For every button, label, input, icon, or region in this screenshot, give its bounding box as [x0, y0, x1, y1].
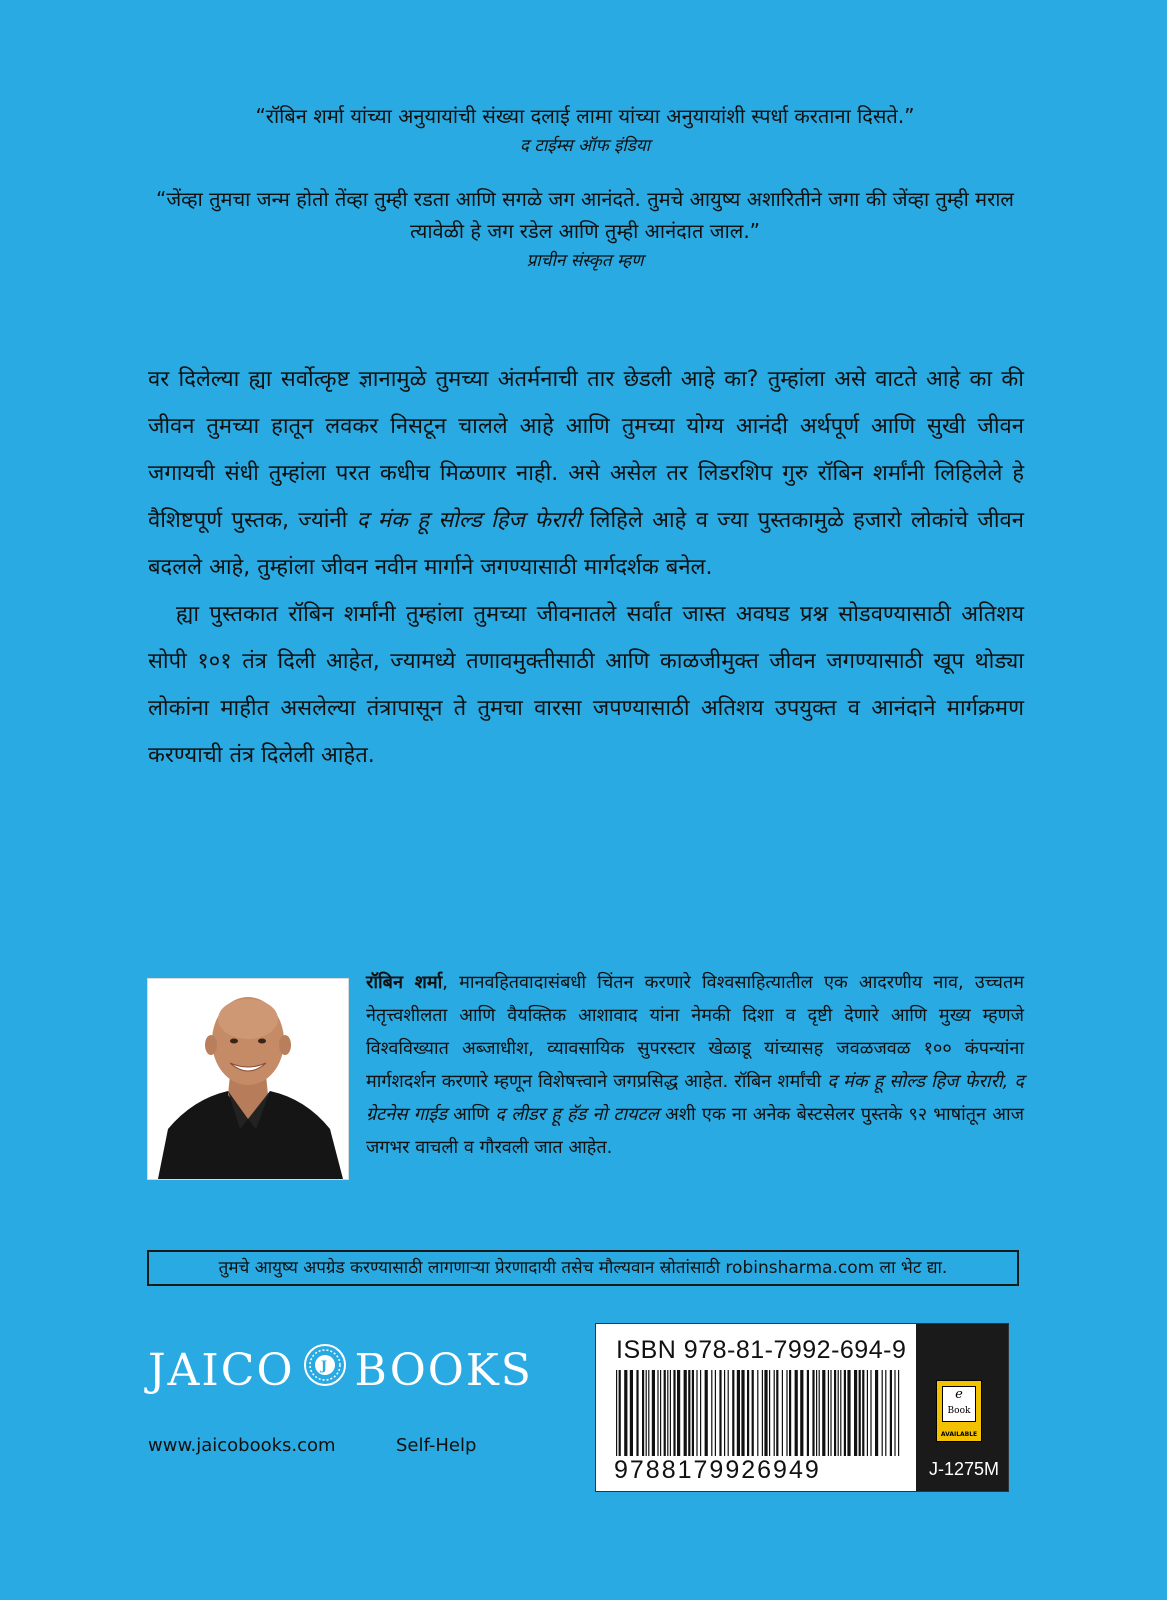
barcode-bar — [764, 1370, 767, 1456]
barcode-bar — [838, 1370, 839, 1456]
barcode-bar — [870, 1370, 871, 1456]
book-title: द मंक हू सोल्ड हिज फेरारी — [356, 508, 581, 533]
barcode-bar — [624, 1370, 627, 1456]
barcode-bar — [715, 1370, 716, 1456]
barcode-bar — [667, 1370, 668, 1456]
barcode-bar — [859, 1370, 861, 1456]
barcode-bar — [862, 1370, 864, 1456]
barcode-bar — [642, 1370, 644, 1456]
description-paragraph-2: ह्या पुस्तकात रॉबिन शर्मांनी तुम्हांला तुमच्या जीवनातले सर्वांत जास्त अवघड प्रश्न सोडवण्यासाठी अतिशय सोपी १०१ तंत्र दिली आहेत, ज्यामध्ये तणावमुक्तीसाठी आणि काळजीमुक्त जीवन जगण्यासाठी खूप थोड्या लोकांना माहीत असलेल्या तंत्रापासून ते तुमचा वारसा जपण्यासाठी अतिशय उपयुक्त व आनंदाने मार्गक्रमण करण्याची तंत्र दिलेली आहेत. — [148, 602, 1024, 768]
barcode-bar — [728, 1370, 729, 1456]
quote-1 — [140, 100, 1030, 160]
ebook-available-text: AVAILABLE — [940, 1431, 978, 1438]
publisher-name-right: BOOKS — [354, 1344, 533, 1396]
description-text: लिहिले आहे व ज्या पुस्तकामुळे हजारो लोकांचे जीवन बदलले आहे, तुम्हांला जीवन नवीन मार्गाने जगण्यासाठी मार्गदर्शक बनेल. — [148, 508, 1024, 580]
barcode-bar — [894, 1370, 895, 1456]
barcode-bar — [719, 1370, 721, 1456]
barcode-bar — [786, 1370, 787, 1456]
barcode-bar — [696, 1370, 697, 1456]
quote-attribution: प्राचीन संस्कृत म्हण — [526, 251, 644, 271]
publisher-logo — [148, 1340, 568, 1400]
barcode-bar — [747, 1370, 749, 1456]
barcode-bar — [700, 1370, 701, 1456]
barcode-bar — [688, 1370, 690, 1456]
barcode-bar — [670, 1370, 671, 1456]
book-title: द मंक हू सोल्ड हिज फेरारी, द ग्रेटनेस गाईड — [366, 1071, 1024, 1125]
isbn-block — [595, 1323, 1009, 1492]
ebook-letter: e — [955, 1387, 963, 1402]
barcode-digits: 9788179926949 — [614, 1456, 821, 1484]
barcode-bar — [854, 1370, 857, 1456]
bio-text: अशी एक ना अनेक बेस्टसेलर पुस्तके ९२ भाषांतून आज जगभर वाचली व गौरवली जात आहेत. — [366, 1104, 1024, 1158]
publisher-name-left: JAICO — [148, 1344, 295, 1396]
description-text: वर दिलेल्या ह्या सर्वोत्कृष्ट ज्ञानामुळे तुमच्या अंतर्मनाची तार छेडली आहे का? तुम्हांला असे वाटते आहे का की जीवन तुमच्या हातून लवकर निसटून चालले आहे आणि तुमच्या योग्य आनंदी अर्थपूर्ण आणि सुखी जीवन जगायची संधी तुम्हांला परत कधीच मिळणार नाही. असे असेल तर लिडरशिप गुरु रॉबिन शर्मांनी लिहिलेले हे वैशिष्टपूर्ण पुस्तक, ज्यांनी — [148, 367, 1024, 533]
ebook-word: Book — [947, 1406, 971, 1416]
catalog-code: J-1275M — [928, 1459, 1000, 1479]
author-name: रॉबिन शर्मा — [366, 972, 443, 993]
barcode-bar — [705, 1370, 708, 1456]
barcode-bar — [737, 1370, 740, 1456]
bio-text: आणि — [446, 1104, 496, 1125]
publisher-seal-icon — [303, 1343, 347, 1398]
ebook-available-icon — [936, 1380, 982, 1442]
barcode-bar — [657, 1370, 658, 1456]
barcode-bar — [890, 1370, 892, 1456]
barcode-bar — [646, 1370, 647, 1456]
barcode-bar — [828, 1370, 829, 1456]
barcode-bar — [867, 1370, 868, 1456]
barcode-bar — [711, 1370, 712, 1456]
author-bio — [148, 966, 1024, 1191]
seal-letter: J — [320, 1358, 329, 1374]
barcode-bar — [782, 1370, 783, 1456]
quote-text: “रॉबिन शर्मा यांच्या अनुयायांची संख्या दलाई लामा यांच्या अनुयायांशी स्पर्धा करताना दिसते.” — [255, 104, 915, 128]
isbn-label: ISBN 978-81-7992-694-9 — [616, 1336, 907, 1364]
barcode-bar — [673, 1370, 675, 1456]
barcode-bar — [619, 1370, 621, 1456]
barcode-bar — [616, 1370, 617, 1456]
description-paragraph-1 — [148, 356, 1024, 591]
barcode-bar — [762, 1370, 763, 1456]
barcode-bar — [795, 1370, 798, 1456]
publisher-website[interactable]: www.jaicobooks.com — [148, 1435, 336, 1456]
barcode — [614, 1370, 904, 1456]
barcode-bar — [812, 1370, 814, 1456]
barcode-bar — [830, 1370, 831, 1456]
book-title: द लीडर हू हॅड नो टायटल — [495, 1104, 659, 1125]
barcode-bar — [732, 1370, 734, 1456]
book-category: Self-Help — [396, 1435, 477, 1456]
barcode-bar — [677, 1370, 680, 1456]
barcode-bar — [752, 1370, 754, 1456]
barcode-bar — [769, 1370, 770, 1456]
ebook-panel — [916, 1324, 1008, 1491]
barcode-bar — [648, 1370, 649, 1456]
barcode-bar — [660, 1370, 661, 1456]
barcode-bar — [664, 1370, 666, 1456]
barcode-bar — [807, 1370, 809, 1456]
barcode-bar — [652, 1370, 655, 1456]
barcode-bar — [847, 1370, 850, 1456]
quote-text: “जेंव्हा तुमचा जन्म होतो तेंव्हा तुम्ही रडता आणि सगळे जग आनंदते. तुमचे आयुष्य अशारितीने जगा की जेंव्हा तुम्ही मराल त्यावेळी हे जग रडेल आणि तुम्ही आनंदात जाल.” — [155, 187, 1014, 243]
barcode-bar — [885, 1370, 886, 1456]
barcode-bar — [819, 1370, 820, 1456]
barcode-bar — [741, 1370, 744, 1456]
quote-attribution: द टाईम्स ऑफ इंडिया — [519, 136, 651, 156]
barcode-bar — [898, 1370, 899, 1456]
website-callout: तुमचे आयुष्य अपग्रेड करण्यासाठी लागणाऱ्या प्रेरणादायी तसेच मौल्यवान स्रोतांसाठी robinsharma.com ला भेट द्या. — [147, 1250, 1019, 1286]
bio-text: , मानवहितवादासंबधी चिंतन करणारे विश्वसाहित्यातील एक आदरणीय नाव, उच्चतम नेतृत्त्वशीलता आणि वैयक्तिक आशावाद यांना नेमकी दिशा व दृष्टी देणारे आणि मुख्य म्हणजे विश्वविख्यात अब्जाधीश, व्यावसायिक सुपरस्टार खेळाडू यांच्यासह जवळजवळ १०० कंपन्यांना मार्गशदर्शन करणारे म्हणून विशेषत्त्वाने जगप्रसिद्ध आहेत. रॉबिन शर्मांची — [366, 972, 1024, 1092]
barcode-bar — [875, 1370, 878, 1456]
barcode-bar — [800, 1370, 803, 1456]
quote-2 — [140, 183, 1030, 275]
barcode-bar — [822, 1370, 825, 1456]
barcode-bar — [630, 1370, 633, 1456]
barcode-bar — [692, 1370, 694, 1456]
barcode-bar — [816, 1370, 817, 1456]
barcode-bar — [757, 1370, 758, 1456]
barcode-bar — [789, 1370, 791, 1456]
barcode-bar — [684, 1370, 687, 1456]
barcode-bar — [776, 1370, 778, 1456]
barcode-bar — [774, 1370, 775, 1456]
barcode-bar — [882, 1370, 883, 1456]
barcode-bar — [724, 1370, 725, 1456]
barcode-bar — [636, 1370, 638, 1456]
barcode-bar — [834, 1370, 836, 1456]
book-description — [148, 356, 1024, 779]
barcode-bar — [840, 1370, 841, 1456]
barcode-bar — [844, 1370, 846, 1456]
